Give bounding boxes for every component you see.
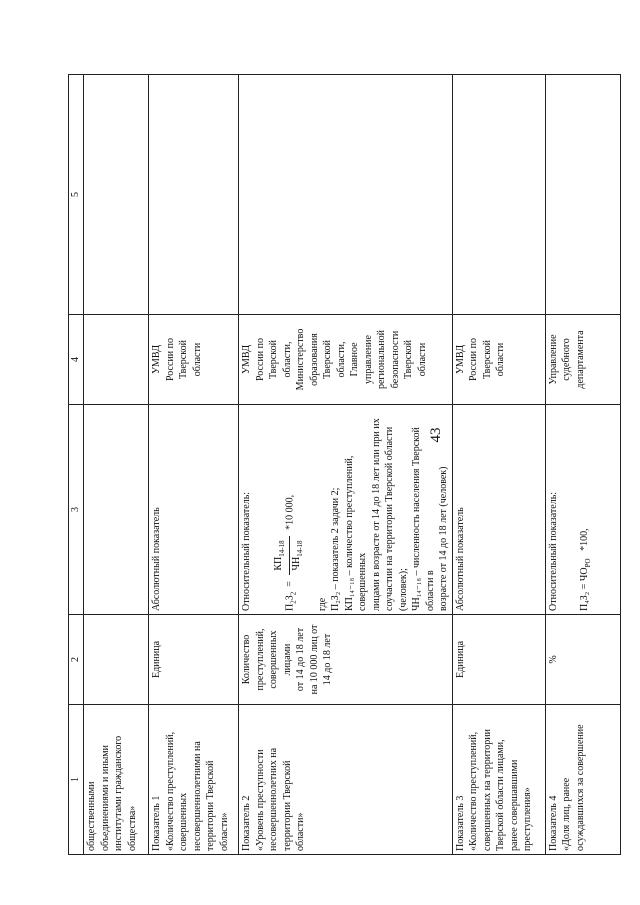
cell-line: Тверской области лицами, [495,739,506,851]
method-cell [239,405,453,615]
header-cell-2: 2 [69,615,84,705]
formula-legend-line: ЧН₁₄₋₁₈ – численность населения Тверской области в [411,427,436,611]
indicator-name-cell [452,705,545,855]
method-cell [545,405,620,615]
cell-line: Количество [241,634,252,685]
unit-cell: Единица [452,615,545,705]
cell-line: совершенных [178,792,189,851]
cell-line: объединениями и иными [99,745,111,851]
table-row [545,75,620,855]
header-row [69,75,84,855]
formula-numerator: $КП_{14-18}$ [272,536,291,574]
formula-multiplier: *10 000, [283,494,295,530]
cell-line: области» [295,812,306,851]
cell-line: области, [335,341,347,378]
header-cell-3: 3 [69,405,84,615]
cell-line: общественными [86,781,97,851]
table-row [239,75,453,855]
cell-line: Тверской [322,340,333,379]
cell-line: преступлений, [254,628,266,691]
cell-line: области [416,342,428,377]
method-cell [149,405,239,615]
cell-line: преступления» [522,787,533,851]
cell-line: области [495,342,506,377]
cell-line: институтами гражданского [113,735,124,851]
empty-cell [149,75,239,315]
unit-cell [239,615,453,705]
formula-legend-line: лицами в возрасте от 14 до 18 лет или при их [370,418,382,611]
cell-line: Тверской [178,340,189,379]
formula [578,408,596,611]
cell-line: России по [254,338,266,381]
cell-line: от 14 до 18 лет [295,627,306,692]
cell-line: территории Тверской [205,760,216,851]
cell-line: Тверской [481,340,493,379]
cell-line: области» [218,812,230,851]
table-row [452,75,545,855]
rotated-table-wrapper [68,75,598,855]
cell-line: области, [281,341,293,378]
cell-line: России по [468,338,479,381]
header-cell-4: 4 [69,315,84,405]
cell-line: лицами [281,643,293,676]
header-cell-1: 1 [69,705,84,855]
method-cell [84,405,149,615]
cell-line: судебного [561,338,572,381]
method-cell [452,405,545,615]
source-cell [84,315,149,405]
formula-lhs-suffix: З [283,595,295,601]
indicator-name-cell [149,705,239,855]
cell-line: территории Тверской [281,760,293,851]
source-cell [452,315,545,405]
cell-line: Тверской [403,340,414,379]
cell-line: ранее совершавшими [508,759,520,851]
empty-cell [452,75,545,315]
unit-cell [84,615,149,705]
cell-line: несовершеннолетних на [268,747,279,851]
cell-line: Министерство [295,328,306,391]
cell-line: «Количество преступлений, [164,731,176,851]
unit-cell: % [545,615,620,705]
cell-line: Абсолютный показатель [454,507,466,611]
cell-line: управление [362,335,374,384]
cell-line: департамента [574,330,586,389]
cell-line: «Доля лиц, ранее [561,777,572,851]
cell-line: Главное [349,342,360,377]
cell-line: 14 до 18 лет [322,633,333,686]
empty-cell [545,75,620,315]
indicator-name-cell [84,705,149,855]
cell-line: УМВД [241,344,252,375]
unit-cell: Единица [149,615,239,705]
formula-multiplier: *100, [579,528,590,551]
formula-where: где [316,597,328,611]
cell-line: на 10 000 лиц от [308,624,320,695]
source-cell [149,315,239,405]
cell-line: УМВД [454,344,466,375]
cell-line: региональной [376,329,387,390]
cell-line: Абсолютный показатель [151,507,162,611]
formula-sub: 2 [288,600,297,604]
cell-line: Тверской [268,340,279,379]
cell-line: совершенных [268,630,279,689]
indicator-table [68,74,621,855]
formula-lhs: П [283,603,295,611]
cell-line: Показатель 1 [151,795,162,851]
cell-line: общества» [126,805,138,851]
formula-legend-line: П₂З₂ – показатель 2 задачи 2; [330,487,341,611]
indicator-name-cell [239,705,453,855]
formula [272,408,308,611]
formula-legend-line: КП₁₄₋₁₈ – количество преступлений, совершенных [343,455,368,611]
cell-line: Показатель 4 [547,795,559,851]
cell-line: Управление [547,334,559,385]
table-row [149,75,239,855]
formula-fraction [272,536,308,574]
cell-line: несовершеннолетними на [191,741,203,851]
cell-line: Показатель 3 [454,795,466,851]
cell-line: России по [164,338,176,381]
empty-cell [239,75,453,315]
cell-line: области [191,342,203,377]
formula-text: П₄З₂ = ЧО [579,567,590,611]
formula-sub: РО [584,558,592,568]
formula-legend-line: возрасте от 14 до 18 лет (человек) [438,466,449,611]
formula-sub: 2 [288,591,297,596]
formula-denominator: $ЧН_{14-18}$ [291,540,304,571]
cell-line: осуждавшихся за совершение [574,724,586,851]
empty-cell [84,75,149,315]
cell-line: Показатель 2 [241,795,252,851]
table-row [84,75,149,855]
cell-line: «Количество преступлений, [468,731,479,851]
indicator-name-cell [545,705,620,855]
formula-intro: Относительный показатель: [241,491,252,611]
cell-line: безопасности [389,330,401,389]
cell-line: образования [308,333,320,386]
formula-intro: Относительный показатель: [547,491,559,611]
header-cell-5: 5 [69,75,84,315]
formula-legend-line: соучастии на территории Тверской области (человек); [384,426,409,611]
source-cell [545,315,620,405]
cell-line: УМВД [151,344,162,375]
page-number: 43 [428,427,444,443]
cell-line: «Уровень преступности [254,749,266,851]
cell-line: совершенных на территории [481,729,493,851]
formula-equals: = [283,581,295,587]
source-cell [239,315,453,405]
